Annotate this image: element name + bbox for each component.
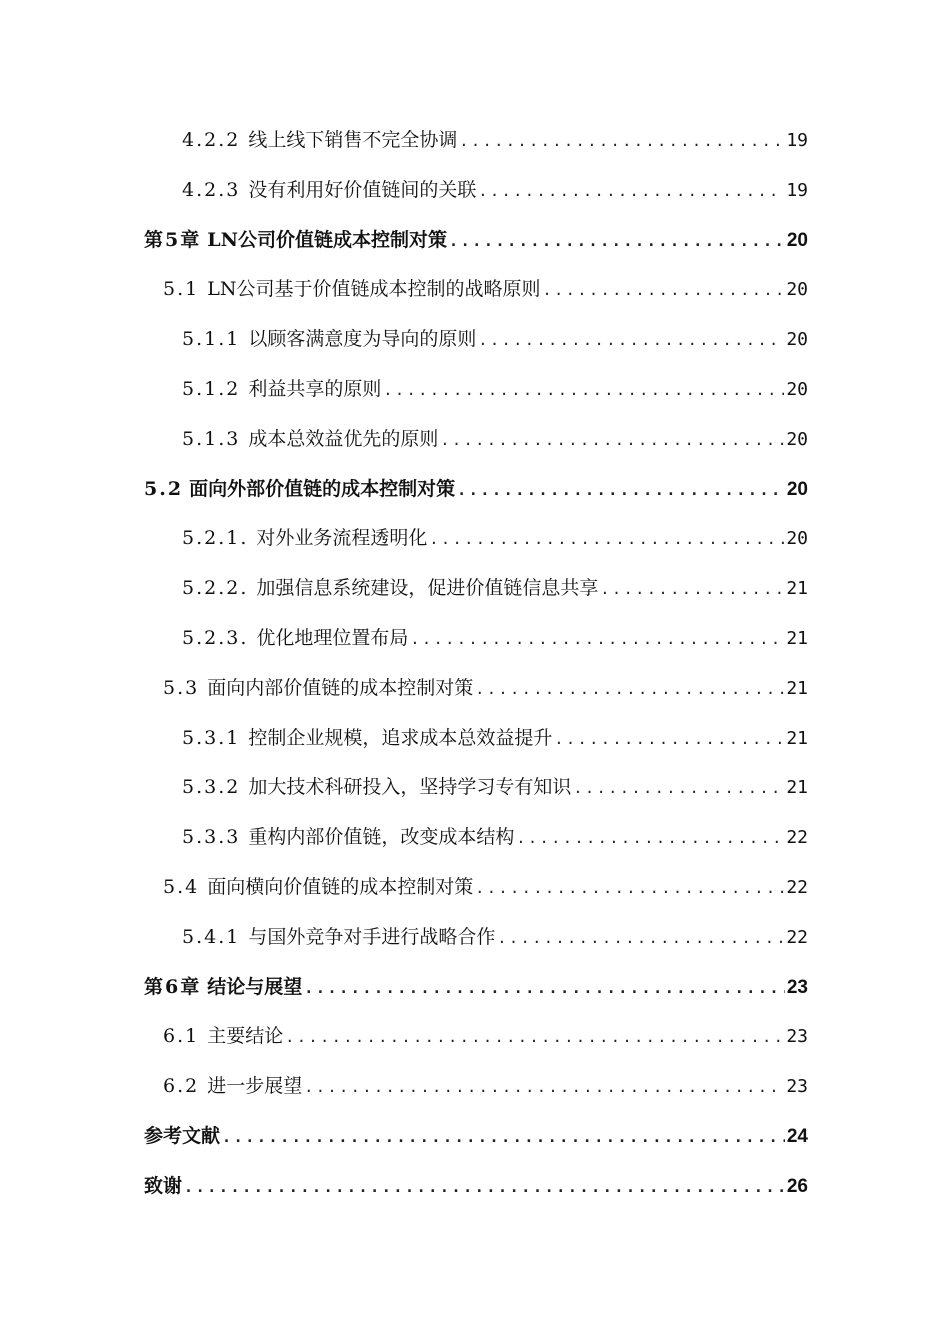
toc-entry-page: 20 — [786, 378, 808, 400]
toc-entry-title: 面向外部价值链的成本控制对策 — [189, 477, 456, 500]
dot-leader — [429, 515, 784, 565]
dot-leader — [478, 316, 784, 366]
toc-entry-number: 5.3.3 — [182, 826, 241, 849]
toc-entry-title: 成本总效益优先的原则 — [248, 427, 439, 450]
toc-entry-chapter-5[interactable] — [144, 216, 808, 266]
toc-entry-page: 19 — [786, 130, 808, 151]
toc-entry-4-2-2[interactable] — [144, 116, 808, 166]
toc-entry-title: 加强信息系统建设，促进价值链信息共享 — [256, 577, 599, 600]
toc-entry-5-2-2[interactable] — [144, 564, 808, 614]
toc-entry-references[interactable] — [144, 1112, 808, 1162]
toc-entry-title: 主要结论 — [207, 1025, 284, 1048]
toc-entry-number: 5.3.1 — [182, 726, 241, 749]
toc-entry-number: 5.1.3 — [182, 427, 241, 450]
dot-leader — [440, 416, 784, 466]
toc-entry-title: 控制企业规模，追求成本总效益提升 — [248, 726, 553, 749]
toc-entry-page: 21 — [786, 578, 808, 600]
toc-entry-number: 5.3 — [163, 676, 200, 699]
toc-entry-5-2[interactable] — [144, 465, 808, 515]
toc-entry-title: 以顾客满意度为导向的原则 — [248, 328, 477, 351]
toc-entry-title: LN公司价值链成本控制对策 — [207, 228, 447, 251]
toc-entry-number: 5.2.1. — [182, 527, 249, 550]
dot-leader — [497, 914, 784, 964]
toc-entry-title: 没有利用好价值链间的关联 — [248, 178, 477, 201]
toc-entry-number: 5.1 — [163, 278, 200, 301]
toc-entry-number: 5.4.1 — [182, 925, 241, 948]
toc-entry-page: 23 — [786, 1076, 808, 1098]
toc-entry-5-3[interactable] — [144, 664, 808, 714]
toc-entry-5-3-3[interactable] — [144, 813, 808, 863]
toc-entry-title: 对外业务流程透明化 — [256, 527, 428, 550]
toc-entry-page: 22 — [786, 827, 808, 849]
toc-entry-6-1[interactable] — [144, 1012, 808, 1062]
toc-entry-title: 加大技术科研投入，坚持学习专有知识 — [248, 776, 572, 799]
toc-entry-page: 21 — [786, 727, 808, 749]
toc-entry-title: 重构内部价值链，改变成本结构 — [248, 826, 515, 849]
dot-leader — [285, 1013, 784, 1063]
dot-leader — [600, 565, 784, 615]
toc-entry-number: 4.2.2 — [182, 129, 241, 151]
toc-entry-title: 进一步展望 — [207, 1075, 303, 1098]
dot-leader — [184, 1163, 785, 1213]
toc-entry-5-2-3[interactable] — [144, 614, 808, 664]
dot-leader — [516, 814, 784, 864]
toc-entry-page: 23 — [786, 976, 808, 998]
toc-entry-5-3-1[interactable] — [144, 714, 808, 764]
toc-entry-acknowledgements[interactable] — [144, 1162, 808, 1212]
toc-entry-5-1-3[interactable] — [144, 415, 808, 465]
toc-entry-5-1-2[interactable] — [144, 365, 808, 415]
toc-entry-page: 20 — [786, 478, 808, 500]
toc-entry-5-2-1[interactable] — [144, 514, 808, 564]
dot-leader — [478, 167, 784, 217]
toc-entry-page: 20 — [786, 528, 808, 550]
toc-entry-5-1-1[interactable] — [144, 315, 808, 365]
toc-entry-page: 22 — [786, 876, 808, 898]
toc-entry-title: LN公司基于价值链成本控制的战略原则 — [207, 278, 541, 301]
dot-leader — [222, 1113, 785, 1163]
toc-entry-5-3-2[interactable] — [144, 763, 808, 813]
toc-entry-page: 26 — [786, 1175, 808, 1197]
dot-leader — [449, 217, 785, 267]
toc-entry-number: 5.4 — [163, 875, 200, 898]
toc-entry-number: 5.1.2 — [182, 377, 241, 400]
toc-entry-page: 24 — [786, 1125, 808, 1147]
toc-entry-page: 19 — [786, 179, 808, 201]
toc-entry-number: 6.2 — [163, 1075, 200, 1098]
toc-entry-4-2-3[interactable] — [144, 166, 808, 216]
dot-leader — [542, 266, 784, 316]
toc-entry-5-4[interactable] — [144, 863, 808, 913]
toc-entry-number: 5.1.1 — [182, 328, 241, 351]
toc-entry-title: 优化地理位置布局 — [256, 626, 409, 649]
toc-entry-title: 参考文献 — [144, 1124, 221, 1147]
dot-leader — [383, 366, 784, 416]
toc-entry-number: 第5章 — [144, 228, 202, 251]
toc-entry-number: 4.2.3 — [182, 178, 241, 201]
toc-entry-number: 5.2.3. — [182, 626, 249, 649]
dot-leader — [554, 715, 784, 765]
toc-entry-number: 5.2 — [144, 477, 184, 500]
toc-entry-page: 22 — [786, 926, 808, 948]
toc-entry-page: 23 — [786, 1026, 808, 1048]
toc-entry-5-1[interactable] — [144, 265, 808, 315]
toc-entry-5-4-1[interactable] — [144, 913, 808, 963]
dot-leader — [459, 117, 784, 167]
dot-leader — [573, 764, 784, 814]
dot-leader — [475, 665, 784, 715]
toc-entry-chapter-6[interactable] — [144, 963, 808, 1013]
toc-entry-title: 致谢 — [144, 1174, 183, 1197]
toc-entry-page: 21 — [786, 627, 808, 649]
toc-entry-title: 面向内部价值链的成本控制对策 — [207, 676, 474, 699]
toc-entry-title: 利益共享的原则 — [248, 377, 382, 400]
toc-entry-page: 20 — [786, 329, 808, 351]
dot-leader — [304, 1063, 784, 1113]
toc-entry-6-2[interactable] — [144, 1062, 808, 1112]
toc-entry-page: 20 — [786, 279, 808, 301]
toc-entry-number: 5.2.2. — [182, 577, 249, 600]
dot-leader — [304, 964, 785, 1014]
toc-entry-number: 6.1 — [163, 1025, 200, 1048]
toc-entry-title: 结论与展望 — [207, 975, 303, 998]
dot-leader — [457, 466, 785, 516]
toc-entry-title: 面向横向价值链的成本控制对策 — [207, 875, 474, 898]
toc-entry-page: 20 — [786, 229, 808, 251]
toc-entry-number: 5.3.2 — [182, 776, 241, 799]
toc-entry-page: 21 — [786, 677, 808, 699]
toc-entry-page: 21 — [786, 777, 808, 799]
dot-leader — [475, 864, 784, 914]
toc-entry-page: 20 — [786, 428, 808, 450]
toc-entry-title: 与国外竞争对手进行战略合作 — [248, 925, 496, 948]
dot-leader — [410, 615, 784, 665]
toc-entry-title: 线上线下销售不完全协调 — [248, 129, 458, 151]
toc-entry-number: 第6章 — [144, 975, 202, 998]
table-of-contents — [144, 116, 808, 1212]
